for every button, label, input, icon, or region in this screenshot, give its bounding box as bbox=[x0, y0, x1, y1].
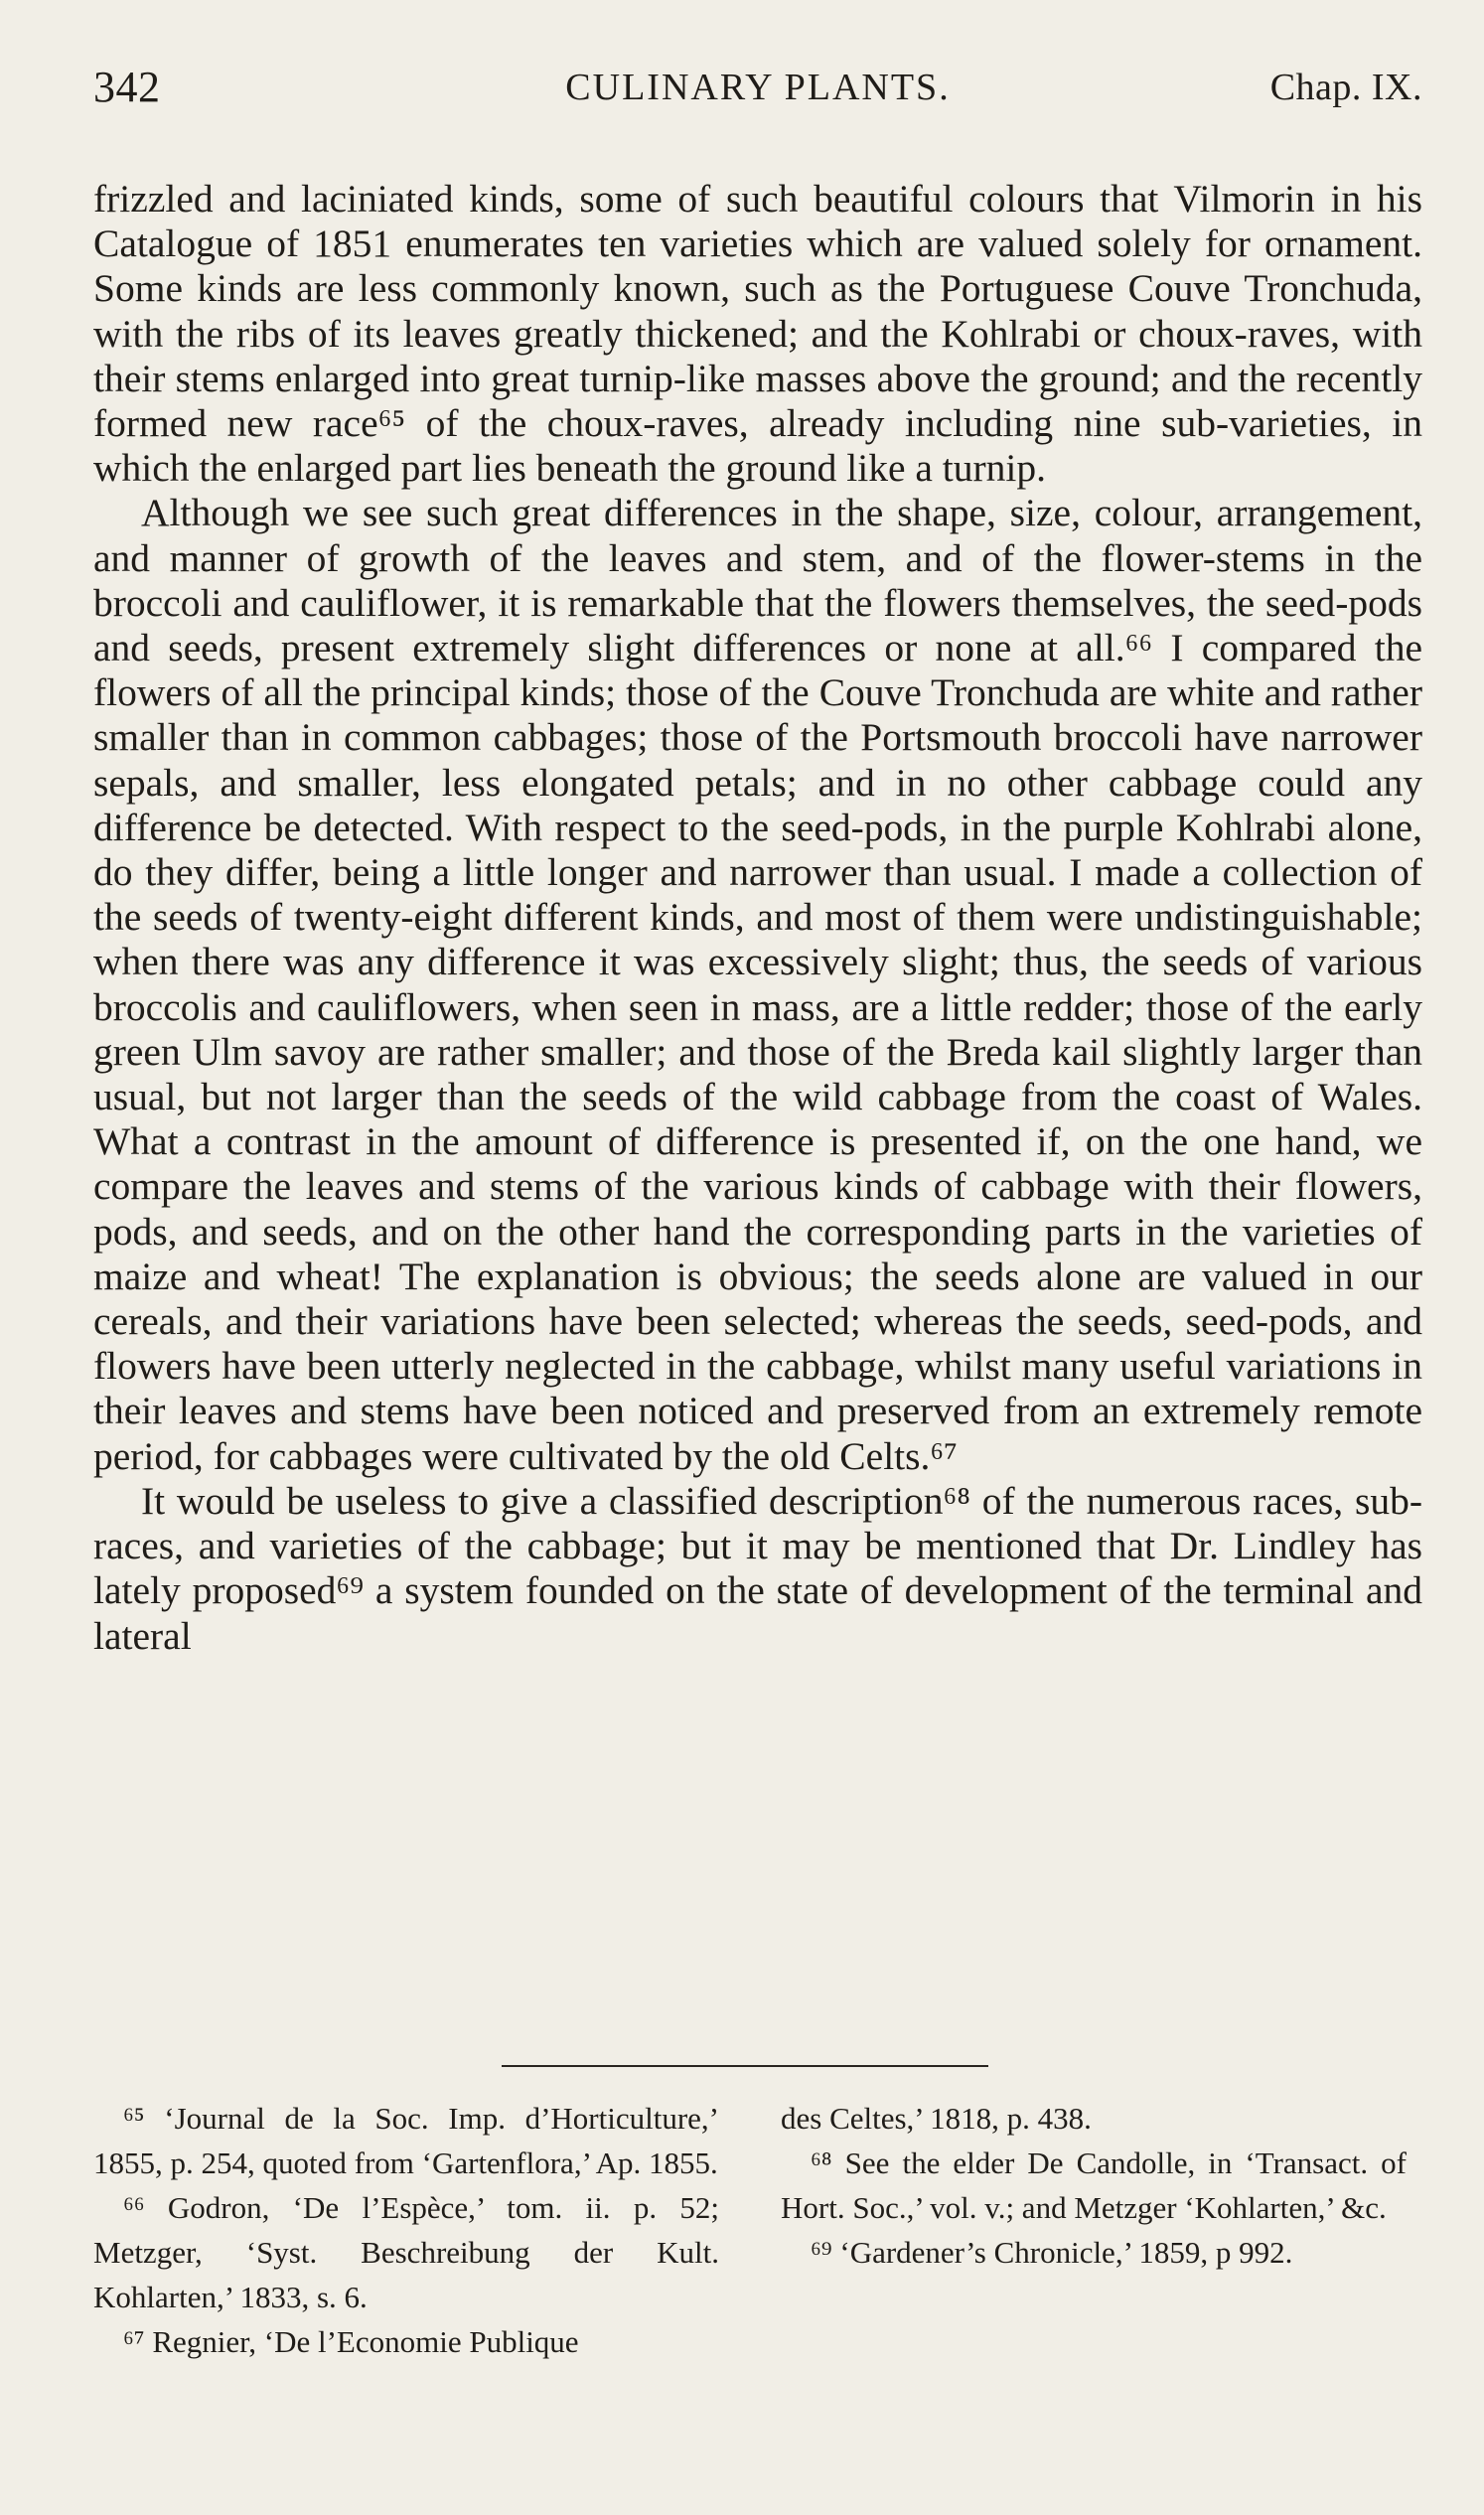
footnote-68: ⁶⁸ See the elder De Candolle, in ‘Transact. of Hort. Soc.,’ vol. v.; and Metzger ‘Kohlarten,’ &c. bbox=[781, 2145, 1407, 2225]
running-head bbox=[93, 62, 1422, 121]
footnote-divider bbox=[502, 2065, 988, 2067]
footnote-69: ⁶⁹ ‘Gardener’s Chronicle,’ 1859, p 992. bbox=[811, 2235, 1293, 2270]
footnotes-left-column bbox=[93, 2096, 719, 2364]
footnote-67: ⁶⁷ Regnier, ‘De l’Economie Publique bbox=[123, 2324, 579, 2359]
paragraph-1: frizzled and laciniated kinds, some of such beautiful colours that Vilmorin in his Catalogue of 1851 enumerates ten varieties which are valued solely for ornament. Some kinds are less commonly known, such as the Portuguese Couve Tronchuda, with the ribs of its leaves greatly thickened; and the Kohlrabi or choux-raves, with their stems enlarged into great turnip-like masses above the ground; and the recently formed new race⁶⁵ of the choux-raves, already including nine sub-varieties, in which the enlarged part lies beneath the ground like a turnip. bbox=[93, 177, 1422, 491]
body-text bbox=[93, 177, 1422, 1659]
footnote-65: ⁶⁵ ‘Journal de la Soc. Imp. d’Horticulture,’ 1855, p. 254, quoted from ‘Gartenflora,’ Ap. 1855. bbox=[93, 2101, 719, 2180]
paragraph-2: Although we see such great differences in the shape, size, colour, arrangement, and manner of growth of the leaves and stem, and of the flower-stems in the broccoli and cauliflower, it is remarkable that the flowers themselves, the seed-pods and seeds, present extremely slight differences or none at all.⁶⁶ I compared the flowers of all the principal kinds; those of the Couve Tronchuda are white and rather smaller than in common cabbages; those of the Portsmouth broccoli have narrower sepals, and smaller, less elongated petals; and in no other cabbage could any difference be detected. With respect to the seed-pods, in the purple Kohlrabi alone, do they differ, being a little longer and narrower than usual. I made a collection of the seeds of twenty-eight different kinds, and most of them were undistinguishable; when there was any difference it was excessively slight; thus, the seeds of various broccolis and cauliflowers, when seen in mass, are a little redder; those of the early green Ulm savoy are rather smaller; and those of the Breda kail slightly larger than usual, but not larger than the seeds of the wild cabbage from the coast of Wales. What a contrast in the amount of difference is presented if, on the one hand, we compare the leaves and stems of the various kinds of cabbage with their flowers, pods, and seeds, and on the other hand the corresponding parts in the varieties of maize and wheat! The explanation is obvious; the seeds alone are valued in our cereals, and their variations have been selected; whereas the seeds, seed-pods, and flowers have been utterly neglected in the cabbage, whilst many useful variations in their leaves and stems have been noticed and preserved from an extremely remote period, for cabbages were cultivated by the old Celts.⁶⁷ bbox=[93, 491, 1422, 1478]
chapter-label: Chap. IX. bbox=[1269, 67, 1422, 108]
page-number: 342 bbox=[93, 63, 161, 111]
paragraph-3: It would be useless to give a classified description⁶⁸ of the numerous races, sub-races, and varieties of the cabbage; but it may be mentioned that Dr. Lindley has lately proposed⁶⁹ a system founded on the state of development of the terminal and lateral bbox=[93, 1478, 1422, 1658]
footnote-66: ⁶⁶ Godron, ‘De l’Espèce,’ tom. ii. p. 52; Metzger, ‘Syst. Beschreibung der Kult. Kohlarten,’ 1833, s. 6. bbox=[93, 2190, 719, 2314]
running-title: CULINARY PLANTS. bbox=[565, 67, 951, 108]
footnotes-right-column bbox=[781, 2096, 1407, 2275]
footnote-67-continued: des Celtes,’ 1818, p. 438. bbox=[781, 2101, 1092, 2136]
